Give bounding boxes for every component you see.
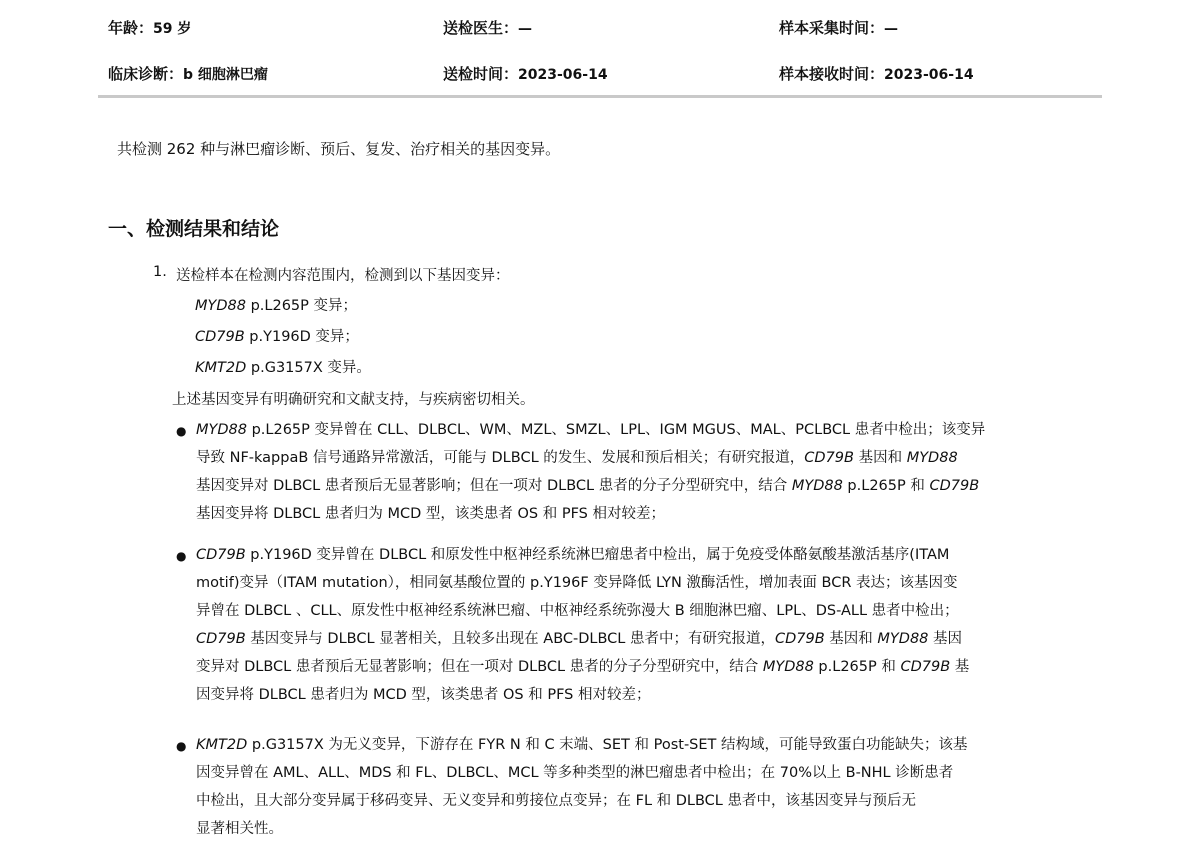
- bullet-dot: ●: [176, 424, 187, 438]
- bullet-line: [196, 569, 1086, 597]
- gene-name: CD79B: [775, 631, 825, 647]
- bullet-line: [196, 625, 1086, 653]
- gene-line-kmt2d: [195, 356, 371, 377]
- gene-name: CD79B: [804, 450, 854, 466]
- line-text: 基因变异将 DLBCL 患者归为 MCD 型，该类患者 OS 和 PFS 相对较差；: [196, 506, 665, 522]
- send-time-label: 送检时间：: [443, 65, 519, 83]
- age-value: 59 岁: [153, 21, 192, 37]
- intro-text: 共检测 262 种与淋巴瘤诊断、预后、复发、治疗相关的基因变异。: [117, 140, 561, 158]
- gene-name: CD79B: [929, 478, 980, 494]
- line-text: 导致 NF-kappaB 信号通路异常激活，可能与 DLBCL 的发生、发展和预后相关；有研究报道，: [196, 450, 805, 466]
- bullet-line: [196, 541, 1086, 569]
- gene-line-myd88: [195, 294, 357, 315]
- line-text: 因变异曾在 AML、ALL、MDS 和 FL、DLBCL、MCL 等多种类型的淋巴瘤患者中检出；在 70%以上 B-NHL 诊断患者: [196, 765, 954, 781]
- line-text: 基因: [928, 631, 963, 647]
- bullet-line: [196, 759, 1086, 787]
- line-text: 因变异将 DLBCL 患者归为 MCD 型，该类患者 OS 和 PFS 相对较差；: [196, 687, 651, 703]
- gene-name: KMT2D: [195, 360, 247, 376]
- bullet-dot: ●: [176, 549, 187, 563]
- line-text: p.G3157X 为无义变异，下游存在 FYR N 和 C 末端、SET 和 Post-SET 结构域，可能导致蛋白功能缺失；该基: [247, 737, 968, 753]
- line-text: p.Y196D 变异曾在 DLBCL 和原发性中枢神经系统淋巴瘤患者中检出，属于免疫受体酪氨酸基激活基序(ITAM: [245, 547, 950, 563]
- gene-name: MYD88: [906, 450, 958, 466]
- gene-name: MYD88: [762, 659, 814, 675]
- line-text: 基因和: [824, 631, 878, 647]
- line-text: 中检出，且大部分变异属于移码变异、无义变异和剪接位点变异；在 FL 和 DLBCL 患者中，该基因变异与预后无: [196, 793, 916, 809]
- line-text: 基: [950, 659, 970, 675]
- bullet-line: [196, 815, 1086, 843]
- gene-name: CD79B: [196, 631, 246, 647]
- line-text: p.L265P 和: [813, 659, 901, 675]
- bullet-line: [196, 472, 1086, 500]
- bullet-line: [196, 500, 1086, 528]
- age-field: [108, 17, 191, 38]
- line-text: 异曾在 DLBCL 、CLL、原发性中枢神经系统淋巴瘤、中枢神经系统弥漫大 B 细胞淋巴瘤、LPL、DS-ALL 患者中检出；: [196, 603, 959, 619]
- diagnosis-field: [108, 63, 268, 84]
- receive-time-field: [779, 63, 974, 84]
- bullet-line: [196, 731, 1086, 759]
- line-text: motif)变异（ITAM mutation），相同氨基酸位置的 p.Y196F 变异降低 LYN 激酶活性，增加表面 BCR 表达；该基因变: [196, 575, 958, 591]
- line-text: 变异对 DLBCL 患者预后无显著影响；但在一项对 DLBCL 患者的分子分型研究中，结合: [196, 659, 763, 675]
- section-title: 一、检测结果和结论: [108, 218, 280, 240]
- diagnosis-value: b 细胞淋巴瘤: [183, 67, 268, 83]
- line-text: p.L265P 变异曾在 CLL、DLBCL、WM、MZL、SMZL、LPL、IGM MGUS、MAL、PCLBCL 患者中检出；该变异: [246, 422, 986, 438]
- gene-name: MYD88: [195, 298, 246, 314]
- bullet-line: [196, 653, 1086, 681]
- item-text: 送检样本在检测内容范围内，检测到以下基因变异：: [176, 268, 510, 284]
- gene-name: MYD88: [791, 478, 843, 494]
- receive-time-label: 样本接收时间：: [779, 65, 885, 83]
- send-time-field: [443, 63, 608, 84]
- age-label: 年龄：: [108, 19, 154, 37]
- gene-line-cd79b: [195, 325, 359, 346]
- gene-variant: p.L265P 变异；: [245, 298, 358, 314]
- bullet-dot: ●: [176, 739, 187, 753]
- line-text: 基因和: [853, 450, 907, 466]
- gene-variant: p.Y196D 变异；: [244, 329, 359, 345]
- doctor-value: —: [518, 21, 533, 37]
- bullet-line: [196, 681, 1086, 709]
- collect-time-label: 样本采集时间：: [779, 19, 885, 37]
- bullet-line: [196, 597, 1086, 625]
- bullet-line: [196, 787, 1086, 815]
- gene-name: MYD88: [877, 631, 929, 647]
- gene-name: CD79B: [900, 659, 951, 675]
- line-text: 显著相关性。: [196, 821, 283, 837]
- doctor-field: [443, 17, 532, 38]
- gene-name: KMT2D: [196, 737, 248, 753]
- item-number: 1.: [153, 264, 167, 280]
- bullet-kmt2d: [196, 731, 1086, 843]
- bullet-line: [196, 416, 1086, 444]
- doctor-label: 送检医生：: [443, 19, 519, 37]
- gene-variant: p.G3157X 变异。: [246, 360, 371, 376]
- line-text: 基因变异对 DLBCL 患者预后无显著影响；但在一项对 DLBCL 患者的分子分型研究中，结合: [196, 478, 792, 494]
- bullet-line: [196, 444, 1086, 472]
- gene-name: MYD88: [196, 422, 247, 438]
- bullet-myd88: [196, 416, 1086, 528]
- send-time-value: 2023-06-14: [518, 67, 608, 83]
- bullet-cd79b: [196, 541, 1086, 709]
- gene-name: CD79B: [196, 547, 246, 563]
- collect-time-field: [779, 17, 898, 38]
- gene-name: CD79B: [195, 329, 245, 345]
- receive-time-value: 2023-06-14: [884, 67, 974, 83]
- line-text: 基因变异与 DLBCL 显著相关，且较多出现在 ABC-DLBCL 患者中；有研究报道，: [245, 631, 775, 647]
- diagnosis-label: 临床诊断：: [108, 65, 184, 83]
- line-text: p.L265P 和: [842, 478, 930, 494]
- collect-time-value: —: [884, 21, 899, 37]
- header-divider: [98, 95, 1102, 98]
- summary-text: 上述基因变异有明确研究和文献支持，与疾病密切相关。: [172, 392, 535, 408]
